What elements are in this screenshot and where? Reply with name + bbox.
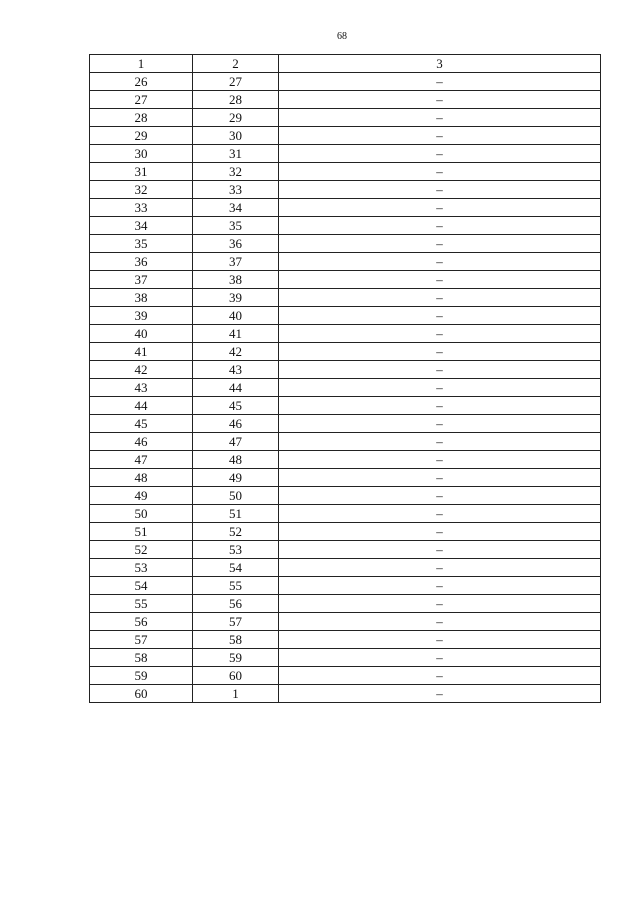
table-cell-col-3: – bbox=[279, 649, 601, 667]
table-cell-col-2: 28 bbox=[193, 91, 279, 109]
table-row bbox=[90, 145, 601, 163]
table-cell-col-2: 52 bbox=[193, 523, 279, 541]
table-row bbox=[90, 163, 601, 181]
table-cell-col-2: 39 bbox=[193, 289, 279, 307]
table-cell-col-3: – bbox=[279, 217, 601, 235]
table-row bbox=[90, 523, 601, 541]
table-cell-col-2: 58 bbox=[193, 631, 279, 649]
table-cell-col-1: 41 bbox=[90, 343, 193, 361]
table-row bbox=[90, 433, 601, 451]
table-cell-col-2: 47 bbox=[193, 433, 279, 451]
table-cell-col-1: 26 bbox=[90, 73, 193, 91]
table-cell-col-1: 52 bbox=[90, 541, 193, 559]
table-cell-col-1: 43 bbox=[90, 379, 193, 397]
table-row bbox=[90, 451, 601, 469]
table-cell-col-3: – bbox=[279, 487, 601, 505]
table-cell-col-2: 34 bbox=[193, 199, 279, 217]
table-row bbox=[90, 325, 601, 343]
table-cell-col-3: – bbox=[279, 127, 601, 145]
table-row bbox=[90, 397, 601, 415]
table-row bbox=[90, 253, 601, 271]
table-cell-col-2: 46 bbox=[193, 415, 279, 433]
table-cell-col-1: 44 bbox=[90, 397, 193, 415]
table-row bbox=[90, 361, 601, 379]
table-cell-col-3: – bbox=[279, 613, 601, 631]
table-cell-col-3: – bbox=[279, 397, 601, 415]
table-row bbox=[90, 559, 601, 577]
table-cell-col-2: 27 bbox=[193, 73, 279, 91]
table-cell-col-1: 53 bbox=[90, 559, 193, 577]
table-row bbox=[90, 181, 601, 199]
table-cell-col-3: – bbox=[279, 541, 601, 559]
table-row bbox=[90, 91, 601, 109]
table-row bbox=[90, 631, 601, 649]
table-cell-col-3: – bbox=[279, 379, 601, 397]
table-row bbox=[90, 667, 601, 685]
table-cell-col-2: 36 bbox=[193, 235, 279, 253]
table-cell-col-1: 37 bbox=[90, 271, 193, 289]
table-cell-col-3: – bbox=[279, 199, 601, 217]
table-cell-col-1: 33 bbox=[90, 199, 193, 217]
header-cell-3: 3 bbox=[279, 55, 601, 73]
table-row bbox=[90, 199, 601, 217]
table-row bbox=[90, 469, 601, 487]
table-cell-col-1: 54 bbox=[90, 577, 193, 595]
table-row bbox=[90, 685, 601, 703]
table-row bbox=[90, 577, 601, 595]
table-row bbox=[90, 289, 601, 307]
table-cell-col-1: 49 bbox=[90, 487, 193, 505]
table-cell-col-1: 47 bbox=[90, 451, 193, 469]
table-cell-col-1: 55 bbox=[90, 595, 193, 613]
table-body bbox=[90, 55, 601, 703]
table-cell-col-1: 60 bbox=[90, 685, 193, 703]
table-cell-col-3: – bbox=[279, 505, 601, 523]
table-cell-col-2: 45 bbox=[193, 397, 279, 415]
table-cell-col-3: – bbox=[279, 163, 601, 181]
table-cell-col-1: 59 bbox=[90, 667, 193, 685]
table-cell-col-2: 31 bbox=[193, 145, 279, 163]
table-row bbox=[90, 415, 601, 433]
table-cell-col-1: 57 bbox=[90, 631, 193, 649]
header-cell-1: 1 bbox=[90, 55, 193, 73]
table-row bbox=[90, 235, 601, 253]
table-cell-col-1: 56 bbox=[90, 613, 193, 631]
table-cell-col-1: 40 bbox=[90, 325, 193, 343]
table-cell-col-1: 31 bbox=[90, 163, 193, 181]
table-cell-col-1: 42 bbox=[90, 361, 193, 379]
table-row bbox=[90, 613, 601, 631]
data-table bbox=[89, 54, 601, 703]
table-cell-col-2: 55 bbox=[193, 577, 279, 595]
table-cell-col-3: – bbox=[279, 181, 601, 199]
table-cell-col-3: – bbox=[279, 73, 601, 91]
table-cell-col-2: 56 bbox=[193, 595, 279, 613]
table-row bbox=[90, 379, 601, 397]
table-cell-col-1: 50 bbox=[90, 505, 193, 523]
table-cell-col-3: – bbox=[279, 577, 601, 595]
table-cell-col-2: 53 bbox=[193, 541, 279, 559]
table-row bbox=[90, 109, 601, 127]
table-cell-col-1: 58 bbox=[90, 649, 193, 667]
table-cell-col-3: – bbox=[279, 433, 601, 451]
table-cell-col-1: 34 bbox=[90, 217, 193, 235]
table-cell-col-3: – bbox=[279, 451, 601, 469]
table-row bbox=[90, 343, 601, 361]
table-cell-col-1: 45 bbox=[90, 415, 193, 433]
table-cell-col-3: – bbox=[279, 253, 601, 271]
table-cell-col-1: 32 bbox=[90, 181, 193, 199]
header-cell-2: 2 bbox=[193, 55, 279, 73]
table-cell-col-2: 38 bbox=[193, 271, 279, 289]
table-cell-col-1: 46 bbox=[90, 433, 193, 451]
table-cell-col-1: 36 bbox=[90, 253, 193, 271]
table-cell-col-1: 29 bbox=[90, 127, 193, 145]
table-cell-col-2: 51 bbox=[193, 505, 279, 523]
table-row bbox=[90, 73, 601, 91]
table-row bbox=[90, 541, 601, 559]
table-cell-col-3: – bbox=[279, 325, 601, 343]
table-cell-col-1: 51 bbox=[90, 523, 193, 541]
table-row bbox=[90, 217, 601, 235]
table-cell-col-2: 59 bbox=[193, 649, 279, 667]
table-cell-col-2: 30 bbox=[193, 127, 279, 145]
table-cell-col-1: 28 bbox=[90, 109, 193, 127]
table-cell-col-3: – bbox=[279, 343, 601, 361]
table-cell-col-3: – bbox=[279, 307, 601, 325]
table-row bbox=[90, 271, 601, 289]
table-cell-col-2: 41 bbox=[193, 325, 279, 343]
table-cell-col-3: – bbox=[279, 235, 601, 253]
table-cell-col-2: 29 bbox=[193, 109, 279, 127]
table-cell-col-2: 49 bbox=[193, 469, 279, 487]
table-cell-col-2: 32 bbox=[193, 163, 279, 181]
table-cell-col-2: 48 bbox=[193, 451, 279, 469]
table-cell-col-2: 42 bbox=[193, 343, 279, 361]
table-cell-col-2: 1 bbox=[193, 685, 279, 703]
table-cell-col-2: 54 bbox=[193, 559, 279, 577]
table-cell-col-2: 57 bbox=[193, 613, 279, 631]
table-cell-col-2: 37 bbox=[193, 253, 279, 271]
table-cell-col-1: 38 bbox=[90, 289, 193, 307]
page-number: 68 bbox=[337, 31, 347, 42]
table-row bbox=[90, 505, 601, 523]
table-cell-col-2: 50 bbox=[193, 487, 279, 505]
table-cell-col-3: – bbox=[279, 667, 601, 685]
table-cell-col-2: 33 bbox=[193, 181, 279, 199]
table-cell-col-3: – bbox=[279, 361, 601, 379]
table-cell-col-2: 43 bbox=[193, 361, 279, 379]
table-cell-col-2: 35 bbox=[193, 217, 279, 235]
table-cell-col-1: 30 bbox=[90, 145, 193, 163]
table-row bbox=[90, 307, 601, 325]
table-row bbox=[90, 595, 601, 613]
table-cell-col-3: – bbox=[279, 109, 601, 127]
table-cell-col-3: – bbox=[279, 631, 601, 649]
table-cell-col-2: 44 bbox=[193, 379, 279, 397]
table-row bbox=[90, 649, 601, 667]
table-cell-col-3: – bbox=[279, 271, 601, 289]
table-cell-col-1: 35 bbox=[90, 235, 193, 253]
table-cell-col-3: – bbox=[279, 289, 601, 307]
table-cell-col-2: 60 bbox=[193, 667, 279, 685]
table-cell-col-3: – bbox=[279, 595, 601, 613]
table-cell-col-1: 39 bbox=[90, 307, 193, 325]
table-cell-col-3: – bbox=[279, 145, 601, 163]
table-cell-col-3: – bbox=[279, 685, 601, 703]
table-cell-col-3: – bbox=[279, 469, 601, 487]
table-row bbox=[90, 487, 601, 505]
table-row bbox=[90, 127, 601, 145]
table-cell-col-3: – bbox=[279, 415, 601, 433]
table-cell-col-3: – bbox=[279, 559, 601, 577]
table-cell-col-3: – bbox=[279, 91, 601, 109]
table-header-row bbox=[90, 55, 601, 73]
table-cell-col-1: 48 bbox=[90, 469, 193, 487]
table-cell-col-2: 40 bbox=[193, 307, 279, 325]
table-cell-col-3: – bbox=[279, 523, 601, 541]
table-cell-col-1: 27 bbox=[90, 91, 193, 109]
